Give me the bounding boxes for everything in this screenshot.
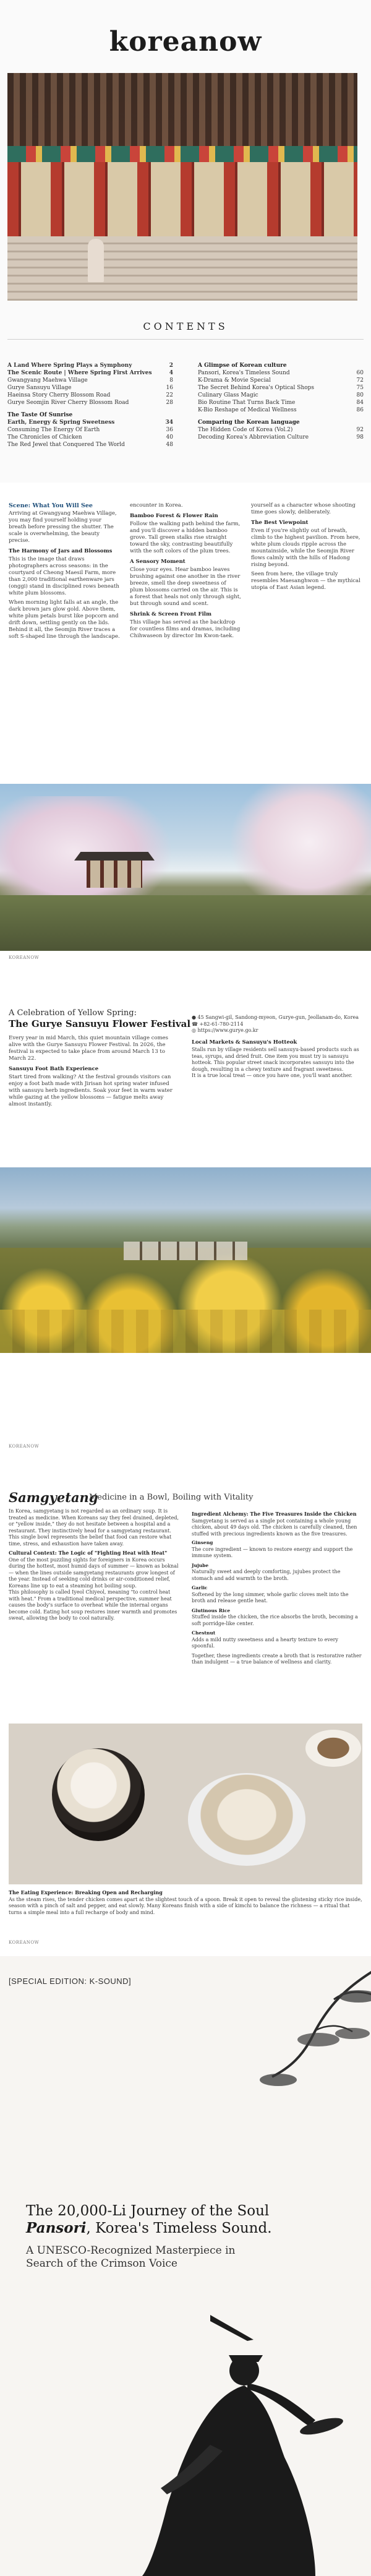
toc-entry[interactable]	[198, 426, 364, 434]
globe-icon: ◎	[192, 1028, 198, 1033]
phone-text: +82-61-780-2114	[199, 1021, 244, 1027]
photo-foreground-blossoms	[0, 1310, 371, 1353]
phone-icon: ☎	[192, 1021, 200, 1027]
article-headline: The Gurye Sansuyu Flower Festival	[9, 1018, 191, 1029]
paragraph: Even if you're slightly out of breath, climb to the highest pavilion. From here, white plum clouds ripple across the mountainside, while the Seomjin River flows calmly with the hills of Hadong rising beyond.	[251, 528, 360, 568]
toc-entry-title: Consuming The Energy Of Earth	[7, 427, 100, 433]
photo-village-houses	[124, 1242, 247, 1260]
photo-caption	[9, 1889, 362, 1916]
page-folio: KOREANOW	[9, 1940, 40, 1945]
article-left-column	[9, 1508, 179, 1622]
magazine-logo: koreanow	[109, 26, 262, 58]
paragraph: Together, these ingredients create a broth that is restorative rather than indulgent — a true balance of wellness and clarity.	[192, 1652, 362, 1665]
cover-photo-palace	[7, 73, 357, 301]
ingredient-name: Jujube	[192, 1562, 209, 1568]
toc-entry[interactable]	[198, 406, 364, 414]
subheading: Sansuyu Foot Bath Experience	[9, 1066, 99, 1072]
ingredient-name: Ginseng	[192, 1540, 213, 1545]
article-columns	[9, 502, 362, 744]
photo-pavilion-roof	[74, 852, 155, 861]
toc-entry-page: 98	[356, 434, 364, 440]
subheading: Local Markets & Sansuyu's Hotteok	[192, 1039, 297, 1045]
samgyetang-page	[0, 1460, 371, 1949]
article-kicker: A Celebration of Yellow Spring:	[9, 1008, 137, 1018]
toc-entry-title: Decoding Korea's Abbreviation Culture	[198, 434, 309, 440]
article-right-column	[192, 1508, 362, 1666]
photo-blossom-tree-right	[229, 784, 371, 914]
article-title-word: Samgyetang	[9, 1490, 98, 1505]
cherry-blossom-pavilion-photo	[0, 784, 371, 951]
ingredient-item	[192, 1540, 362, 1560]
ingredient-name: Glutinous Rice	[192, 1607, 231, 1613]
paragraph: Close your eyes. Hear bamboo leaves brushing against one another in the river breeze, smell the deep sweetness of plum blossoms carried on the air. This is a forest that heals not only through sight, but through sound and scent.	[130, 567, 241, 607]
toc-entry-title: Earth, Energy & Spring Sweetness	[7, 419, 115, 426]
paragraph: Arriving at Gwangyang Maehwa Village, you may find yourself holding your breath before pressing the shutter. The scale is overwhelming, the beauty precise.	[9, 510, 117, 544]
toc-entry[interactable]	[198, 399, 364, 406]
photo-soup-bowl	[188, 1773, 305, 1866]
paragraph: Samgyetang is served as a single pot containing a whole young chicken, about 49 days old. The chicken is carefully cleaned, then stuffed with precious ingredients known as the five treasures.	[192, 1518, 357, 1537]
cover-page	[0, 0, 371, 483]
toc-entry[interactable]	[7, 377, 173, 384]
subheading: The Harmony of Jars and Blossoms	[9, 548, 113, 554]
toc-section-heading: A Glimpse of Korean culture	[198, 363, 287, 369]
feature-headline	[26, 2202, 286, 2237]
ingredient-description: Softened by the long simmer, whole garlic cloves melt into the broth and release gentle heat.	[192, 1591, 349, 1604]
paragraph: Seen from here, the village truly resembles Maesanghwon — the mythical utopia of East Asian legend.	[251, 571, 360, 591]
article-column-2	[130, 502, 241, 744]
toc-entry[interactable]	[7, 392, 173, 399]
headline-part-2: , Korea's Timeless Sound.	[86, 2220, 272, 2236]
toc-entry[interactable]	[198, 434, 364, 441]
paragraph: Stalls run by village residents sell sansuyu-based products such as teas, syrups, and dried fruit. One item you must try is sansuyu hotteok. This popular street snack incorporates sansuyu into the dough, resulting in a chewy texture and fragrant sweetness.	[192, 1047, 359, 1072]
toc-entry-page: 4	[169, 370, 173, 376]
ingredient-description: Stuffed inside the chicken, the rice absorbs the broth, becoming a soft porridge-like center.	[192, 1614, 358, 1626]
toc-entry-page: 36	[166, 427, 173, 433]
contents-heading: CONTENTS	[143, 320, 228, 332]
toc-entry-title: Gurye Seomjin River Cherry Blossom Road	[7, 400, 129, 406]
toc-entry[interactable]	[7, 384, 173, 392]
paragraph: This philosophy is called Iyeol Chiyeol, meaning "to control heat with heat." From a traditional medical perspective, summer heat causes the body's surface to overheat while the internal organs become cold. Eating hot soup restores inner warmth and promotes sweat, allowing the body to cool naturally.	[9, 1589, 177, 1621]
toc-entry-page: 28	[166, 400, 173, 406]
photo-pavilion-body	[87, 861, 142, 888]
ingredient-item	[192, 1563, 362, 1582]
toc-entry[interactable]	[7, 434, 173, 441]
info-sidebar	[192, 1015, 362, 1080]
headline-emphasis: Pansori	[26, 2220, 87, 2236]
pansori-singer-silhouette	[25, 2303, 346, 2576]
toc-entry-page: 92	[356, 427, 364, 433]
toc-entry[interactable]	[7, 426, 173, 434]
ingredient-item	[192, 1630, 362, 1650]
toc-right-column	[198, 362, 364, 441]
sansuyu-festival-page	[0, 972, 371, 1455]
subheading: Bamboo Forest & Flower Rain	[130, 513, 218, 519]
headline-part-1: The 20,000-Li Journey of the Soul	[26, 2203, 270, 2219]
paragraph: One of the most puzzling sights for foreigners in Korea occurs during the hottest, most humid days of summer — known as boknal — when the lines outside samgyetang restaurants grow longest of the year. Instead of seeking cold drinks or air-conditioned relief, Koreans line up to eat a steaming hot boiling soup.	[9, 1556, 179, 1589]
toc-entry-page: 48	[166, 442, 173, 448]
photo-side-dish	[305, 1730, 361, 1767]
paragraph: This village has served as the backdrop for countless films and dramas, including Chihwaseon by director Im Kwon-taek.	[130, 619, 241, 639]
samgyetang-photo	[9, 1724, 362, 1884]
paragraph: Start tired from walking? At the festival grounds visitors can enjoy a foot bath made with Jirisan hot spring water infused with sansuyu herb ingredients. Soak your feet in warm water while gazing at the yellow blossoms — fatigue melts away almost instantly.	[9, 1074, 173, 1107]
caption-title: The Eating Experience: Breaking Open and Recharging	[9, 1889, 163, 1896]
sansuyu-village-photo	[0, 1167, 371, 1353]
toc-entry[interactable]	[198, 369, 364, 377]
toc-entry[interactable]	[7, 362, 173, 369]
article-column-3	[251, 502, 362, 744]
toc-entry-title: Bio Routine That Turns Back Time	[198, 400, 296, 406]
paragraph: In Korea, samgyetang is not regarded as an ordinary soup. It is treated as medicine. When Koreans say they feel drained, depleted, or "yellow inside," they do not hesitate between a hospital and a restaurant. They instinctively head for a samgyetang restaurant. This single bowl represents the belief that food can restore what time, stress, and exhaustion have taken away.	[9, 1508, 179, 1547]
pine-branch-illustration	[254, 1962, 371, 2123]
subheading: Shrink & Screen Front Film	[130, 611, 212, 617]
toc-entry-page: 40	[166, 434, 173, 440]
photo-stone-steps	[7, 236, 357, 301]
toc-entry-title: A Land Where Spring Plays a Symphony	[7, 363, 132, 369]
address-text: 45 Sangwi-gil, Sandong-myeon, Gurye-gun, Jeollanam-do, Korea	[197, 1015, 359, 1020]
toc-section-heading: Comparing the Korean language	[198, 419, 300, 426]
paragraph: encounter in Korea.	[130, 502, 183, 509]
subheading: The Best Viewpoint	[251, 520, 309, 526]
toc-entry-title: K-Drama & Movie Special	[198, 377, 271, 384]
toc-entry-page: 8	[169, 377, 173, 384]
article-lead	[9, 1035, 179, 1108]
toc-entry-page: 16	[166, 385, 173, 391]
pansori-page	[0, 1956, 371, 2576]
feature-subheadline: A UNESCO-Recognized Masterpiece in Search of the Crimson Voice	[26, 2244, 236, 2270]
toc-entry-page: 22	[166, 392, 173, 398]
toc-entry-page: 80	[356, 392, 364, 398]
toc-entry-page: 60	[356, 370, 364, 376]
photo-earthenware-pot	[52, 1748, 145, 1841]
toc-entry-title: Gurye Sansuyu Village	[7, 385, 72, 391]
photo-eaves	[7, 73, 357, 147]
toc-entry-title: The Hidden Code of Korea (Vol.2)	[198, 427, 293, 433]
toc-entry-page: 72	[356, 377, 364, 384]
ingredient-description: The core ingredient — known to restore energy and support the immune system.	[192, 1546, 353, 1558]
section-title: Scene: What You Will See	[9, 502, 93, 509]
toc-entry-title: The Chronicles of Chicken	[7, 434, 82, 440]
photo-palace-wall	[7, 162, 357, 236]
article-subtitle: Medicine in a Bowl, Boiling with Vitality	[89, 1493, 254, 1502]
ingredient-list	[192, 1540, 362, 1650]
caption-text: As the steam rises, the tender chicken comes apart at the slightest touch of a spoon. Break it open to reveal the glistening sticky rice inside, season with a pinch of salt and pepper, and eat slowly. Many Koreans finish with a side of kimchi to balance the richness — a ritual that turns a simple meal into a full recharge of body and mind.	[9, 1896, 362, 1915]
toc-entry[interactable]	[7, 441, 173, 449]
toc-entry[interactable]	[7, 369, 173, 377]
toc-entry-page: 34	[165, 419, 173, 426]
toc-entry-page: 84	[356, 400, 364, 406]
location-pin-icon: ●	[192, 1015, 198, 1020]
ingredient-description: Adds a mild nutty sweetness and a hearty texture to every spoonful.	[192, 1636, 338, 1649]
ingredient-description: Naturally sweet and deeply comforting, jujubes protect the stomach and add warmth to the broth.	[192, 1569, 341, 1581]
paragraph: When morning light falls at an angle, the dark brown jars glow gold. Above them, white plum petals burst like popcorn and drift down, settling gently on the lids. Behind it all, the Seomjin River traces a soft S-shaped line through the landscape.	[9, 599, 120, 640]
photo-hanbok-figure	[88, 239, 104, 282]
toc-section-heading: The Taste Of Sunrise	[7, 412, 73, 418]
toc-entry-title: The Scenic Route | Where Spring First Arrives	[7, 370, 152, 376]
ingredient-item	[192, 1585, 362, 1605]
subheading: A Sensory Moment	[130, 559, 186, 565]
photo-hillside	[0, 895, 371, 951]
ingredient-name: Garlic	[192, 1585, 208, 1591]
maehwa-article-page	[0, 490, 371, 965]
paragraph: It is a true local treat — once you have one, you'll want another.	[192, 1073, 352, 1078]
paragraph: Follow the walking path behind the farm, and you'll discover a hidden bamboo grove. Tall green stalks rise straight toward the sky, contrasting beautifully with the soft colors of the plum trees.	[130, 521, 241, 554]
page-folio: KOREANOW	[9, 955, 40, 960]
toc-entry[interactable]	[198, 384, 364, 392]
toc-entry-title: Haeinsa Story Cherry Blossom Road	[7, 392, 111, 398]
toc-entry-page: 86	[356, 407, 364, 413]
toc-entry-title: Pansori, Korea's Timeless Sound	[198, 370, 290, 376]
toc-left-column	[7, 362, 173, 449]
toc-entry[interactable]	[7, 399, 173, 406]
article-column-1	[9, 502, 120, 744]
toc-entry[interactable]	[198, 392, 364, 399]
paragraph: Every year in mid March, this quiet mountain village comes alive with the Gurye Sansuyu Flower Festival. In 2026, the festival is expected to take place from around March 13 to March 22.	[9, 1035, 169, 1062]
toc-entry-page: 75	[356, 385, 364, 391]
special-edition-tag: [SPECIAL EDITION: K-SOUND]	[9, 1977, 132, 1986]
ingredient-name: Chestnut	[192, 1630, 216, 1636]
subheading: Ingredient Alchemy: The Five Treasures Inside the Chicken	[192, 1511, 357, 1517]
toc-entry-title: Gwangyang Maehwa Village	[7, 377, 88, 384]
ingredient-item	[192, 1608, 362, 1628]
toc-entry-title: The Secret Behind Korea's Optical Shops	[198, 385, 315, 391]
page-folio: KOREANOW	[9, 1444, 40, 1449]
toc-entry-title: The Red Jewel that Conquered The World	[7, 442, 125, 448]
paragraph: yourself as a character whose shooting time goes slowly, deliberately.	[251, 502, 356, 515]
paragraph: This is the image that draws photographers across seasons: in the courtyard of Cheong Maesil Farm, more than 2,000 traditional earthenware jars (onggi) stand in disciplined rows beneath white plum blossoms.	[9, 556, 119, 596]
toc-entry[interactable]	[7, 419, 173, 426]
subheading: Cultural Context: The Logic of "Fighting Heat with Heat"	[9, 1550, 168, 1556]
contents-divider	[7, 339, 364, 340]
photo-dancheong-beam	[7, 146, 357, 162]
toc-entry[interactable]	[198, 377, 364, 384]
toc-entry-page: 2	[169, 363, 173, 369]
toc-entry-title: Culinary Glass Magic	[198, 392, 258, 398]
toc-entry-title: K-Bio Reshape of Medical Wellness	[198, 407, 297, 413]
website-link[interactable]: https://www.gurye.go.kr	[197, 1028, 258, 1033]
